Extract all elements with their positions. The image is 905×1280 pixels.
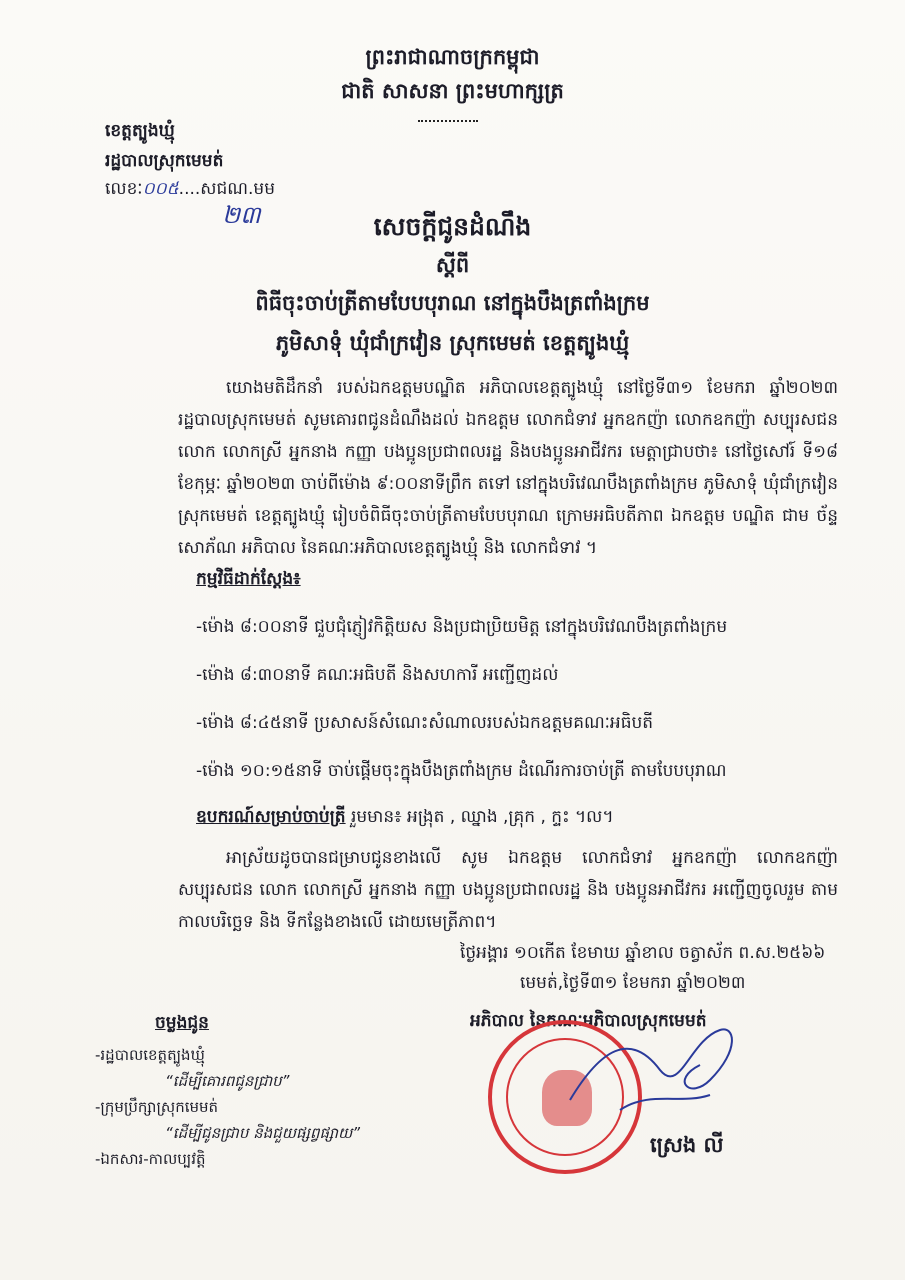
reference-suffix: ....សជណ.មម [178, 179, 276, 199]
lunar-date: ថ្ងៃអង្គារ ១០កើត ខែមាឃ ឆ្នាំខាល ចត្វាស័ក ព.ស.២៥៦៦ [460, 943, 826, 963]
equipment-line [196, 806, 614, 831]
program-item: -ម៉ោង ៨:៤៥នាទី ប្រសាសន៍សំណេះសំណាលរបស់ឯកឧត្តមគណៈអធិបតី [196, 713, 654, 733]
notice-subject-line2: ភូមិសាទុំ ឃុំជាំក្រវៀន ស្រុកមេមត់ ខេត្តត្បូងឃ្មុំ [275, 331, 630, 355]
cc-list [95, 1042, 360, 1172]
reference-number: ០០៥ [142, 179, 179, 199]
equipment-text: រួមមាន៖ អង្រុត , ឈ្នាង ,គ្រុក , ក្ទះ ។ល។ [345, 807, 614, 827]
motto-heading: ជាតិ សាសនា ព្រះមហាក្សត្រ [341, 79, 564, 103]
solar-date: មេមត់,ថ្ងៃទី៣១ ខែមករា ឆ្នាំ២០២៣ [520, 973, 746, 993]
signatory-title: អភិបាល នៃគណៈអភិបាលស្រុកមេមត់ [470, 1011, 707, 1031]
header-divider [418, 120, 478, 122]
equipment-heading: ឧបករណ៍សម្រាប់ចាប់ត្រី [196, 807, 346, 827]
sender-district: រដ្ឋបាលស្រុកមេមត់ [105, 151, 224, 171]
sender-province: ខេត្តត្បូងឃ្មុំ [105, 121, 175, 141]
signatory-name: ស្រេង លី [650, 1133, 724, 1157]
body-paragraph-1 [178, 372, 838, 564]
notice-subject-line1: ពិធីចុះចាប់ត្រីតាមបែបបុរាណ នៅក្នុងបឹងត្រពាំងក្រម [255, 291, 650, 315]
cc-heading: ចម្លងជូន [155, 1013, 209, 1033]
handwritten-signature [560, 1010, 750, 1130]
cc-item: -រដ្ឋបាលខេត្តត្បូងឃ្មុំ [95, 1046, 205, 1064]
program-item: -ម៉ោង ៨:០០នាទី ជួបជុំភ្ញៀវកិត្តិយស និងប្រជាប្រិយមិត្ត នៅក្នុងបរិវេណបឹងត្រពាំងក្រម [196, 617, 728, 637]
handwritten-number: ២៣ [222, 201, 261, 229]
program-item: -ម៉ោង ១០:១៥នាទី ចាប់ផ្តើមចុះក្នុងបឹងត្រពាំងក្រម ដំណើរការចាប់ត្រី តាមបែបបុរាណ [196, 761, 727, 781]
cc-item-note: “ដើម្បីគោរពជូនជ្រាប” [165, 1072, 290, 1090]
cc-item: -ឯកសារ-កាលប្បវត្តិ [95, 1150, 206, 1168]
body-paragraph-2 [178, 842, 838, 938]
cc-item: -ក្រុមប្រឹក្សាស្រុកមេមត់ [95, 1098, 219, 1116]
notice-title: សេចក្តីជូនដំណឹង [373, 212, 532, 241]
paragraph-1-text: យោងមតិដឹកនាំ របស់ឯកឧត្តមបណ្ឌិត អភិបាលខេត្តត្បូងឃ្មុំ នៅថ្ងៃទី៣១ ខែមករា ឆ្នាំ២០២៣ រដ្ឋបាលស្រុកមេមត់ សូមគោរពជូនដំណឹងដល់ ឯកឧត្តម លោកជំទាវ អ្នកឧកញ៉ា លោកឧកញ៉ា សប្បុរសជន លោក លោកស្រី អ្នកនាង កញ្ញា បងប្អូនប្រជាពលរដ្ឋ និងបងប្អូនអាជីវករ មេត្តាជ្រាបថា៖ នៅថ្ងៃសៅរ៍ ទី១៨ ខែកុម្ភៈ ឆ្នាំ២០២៣ ចាប់ពីម៉ោង ៩:០០នាទីព្រឹក តទៅ នៅក្នុងបរិវេណបឹងត្រពាំងក្រម ភូមិសាទុំ ឃុំជាំក្រវៀន ស្រុកមេមត់ ខេត្តត្បូងឃ្មុំ រៀបចំពិធីចុះចាប់ត្រីតាមបែបបុរាណ ក្រោមអធិបតីភាព ឯកឧត្តម បណ្ឌិត ជាម ច័ន្ទសោភ័ណ អភិបាល នៃគណៈអភិបាលខេត្តត្បូងឃ្មុំ និង លោកជំទាវ ។ [178, 378, 838, 558]
program-heading: កម្មវិធីដាក់ស្តែង៖ [196, 569, 301, 589]
program-item: -ម៉ោង ៨:៣០នាទី គណៈអធិបតី និងសហការី អញ្ជើញដល់ [196, 665, 559, 685]
paragraph-2-text: អាស្រ័យដូចបានជម្រាបជូនខាងលើ សូម ឯកឧត្តម លោកជំទាវ អ្នកឧកញ៉ា លោកឧកញ៉ា សប្បុរសជន លោក លោកស្រី អ្នកនាង កញ្ញា បងប្អូនប្រជាពលរដ្ឋ និង បងប្អូនអាជីវករ អញ្ជើញចូលរួម តាមកាលបរិច្ឆេទ និង ទីកន្លែងខាងលើ ដោយមេត្រីភាព។ [178, 848, 838, 932]
kingdom-heading: ព្រះរាជាណាចក្រកម្ពុជា [365, 45, 540, 69]
notice-about: ស្តីពី [435, 253, 470, 277]
cc-item-note: “ដើម្បីជូនជ្រាប និងជួយផ្សព្វផ្សាយ” [165, 1124, 361, 1142]
reference-label: លេខៈ [105, 179, 143, 199]
